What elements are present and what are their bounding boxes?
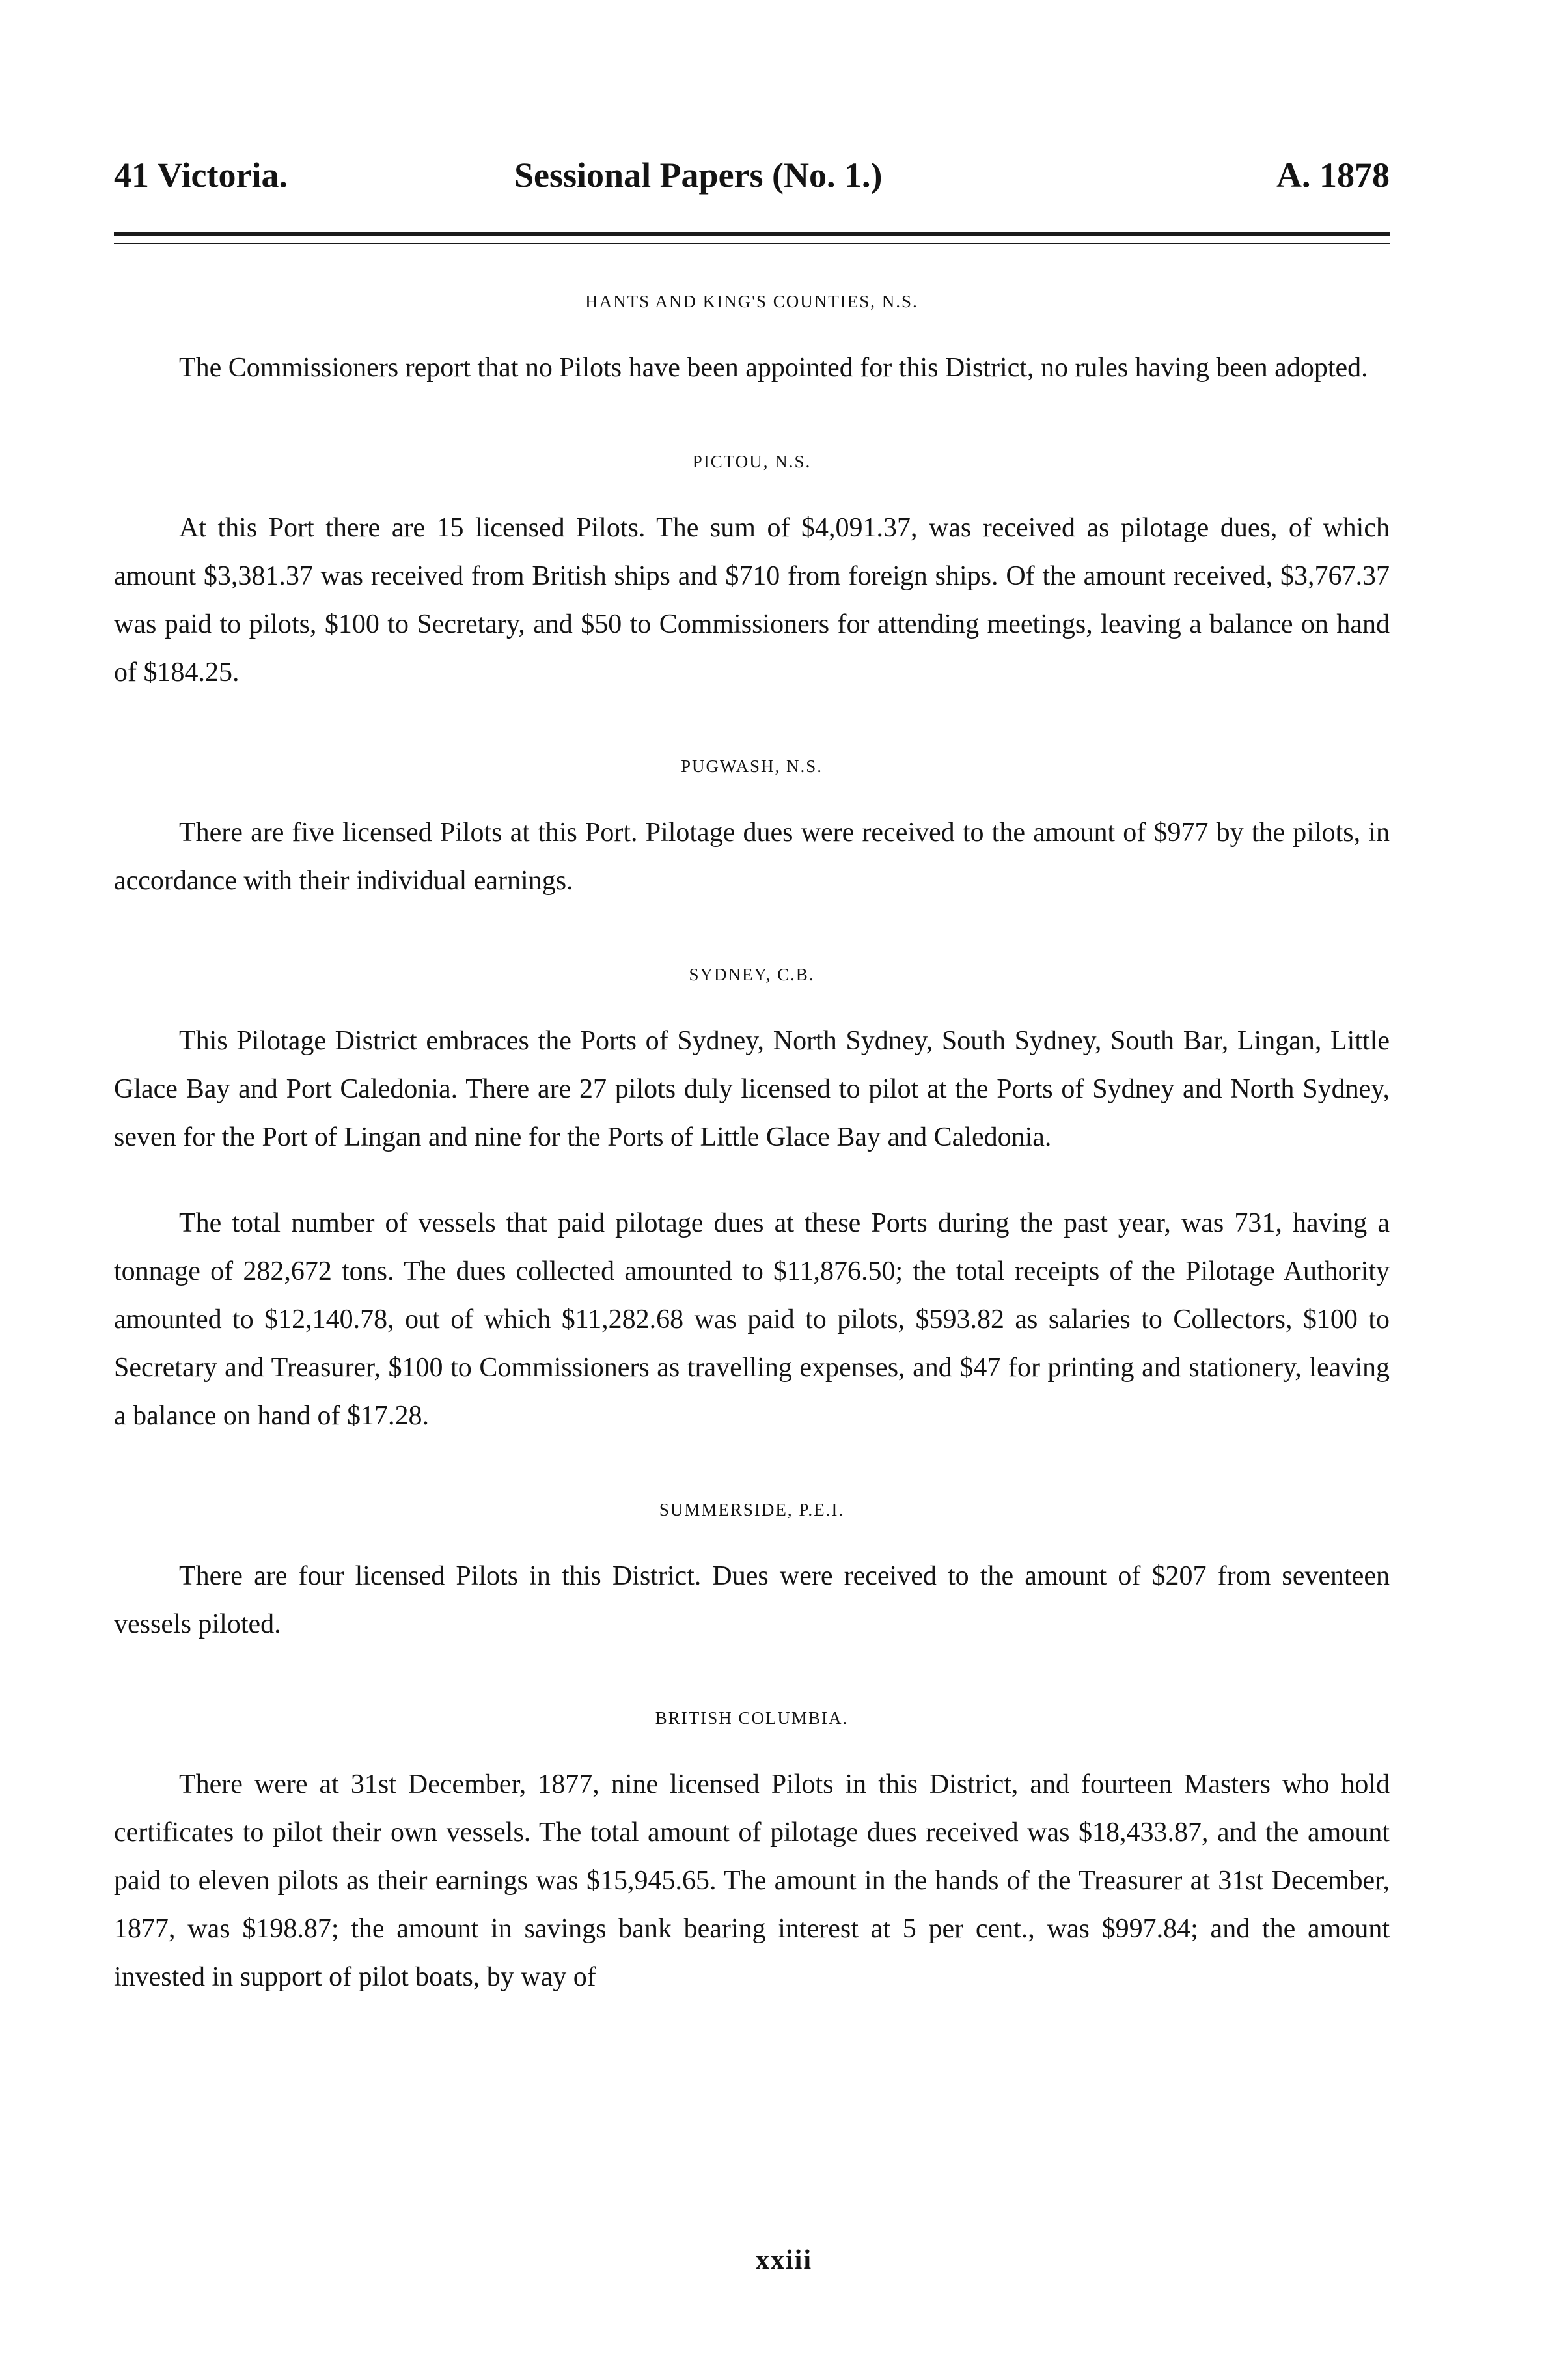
header-rule-thin xyxy=(114,243,1390,244)
section-heading: BRITISH COLUMBIA. xyxy=(655,1708,849,1728)
section-heading: PICTOU, N.S. xyxy=(692,452,812,471)
header-series-title: Sessional Papers (No. 1.) xyxy=(514,156,883,195)
page-number: xxiii xyxy=(755,2245,812,2275)
header-volume: 41 Victoria. xyxy=(114,156,288,195)
section-heading: HANTS AND KING'S COUNTIES, N.S. xyxy=(585,292,918,311)
section-heading: PUGWASH, N.S. xyxy=(680,756,823,776)
header-rule-thick xyxy=(114,232,1390,236)
paragraph: There were at 31st December, 1877, nine licensed Pilots in this District, and fourteen Masters who hold certificates to pilot their own vessels. The total amount of pilotage dues received was $18,433.87, and the amount paid to eleven pilots as their earnings was $15,945.65. The amount in the hands of the Treasurer at 31st December, 1877, was $198.87; the amount in savings bank bearing interest at 5 per cent., was $997.84; and the amount invested in support of pilot boats, by way of xyxy=(114,1769,1390,1992)
section-hants-kings xyxy=(114,292,1390,392)
paragraph: There are five licensed Pilots at this Port. Pilotage dues were received to the amount of $977 by the pilots, in accordance with their individual earnings. xyxy=(114,818,1390,896)
section-heading: SUMMERSIDE, P.E.I. xyxy=(659,1500,845,1519)
section-sydney xyxy=(114,965,1390,1440)
section-british-columbia xyxy=(114,1708,1390,2001)
page-body xyxy=(114,292,1390,2001)
paragraph: The total number of vessels that paid pilotage dues at these Ports during the past year, was 731, having a tonnage of 282,672 tons. The dues collected amounted to $11,876.50; the total receipts of the Pilotage Authority amounted to $12,140.78, out of which $11,282.68 was paid to pilots, $593.82 as salaries to Collectors, $100 to Secretary and Treasurer, $100 to Commissioners as travelling expenses, and $47 for printing and stationery, leaving a balance on hand of $17.28. xyxy=(114,1208,1390,1431)
section-summerside xyxy=(114,1500,1390,1648)
header-year: A. 1878 xyxy=(1276,156,1390,195)
running-header xyxy=(114,155,1390,207)
paragraph: At this Port there are 15 licensed Pilots. The sum of $4,091.37, was received as pilotage dues, of which amount $3,381.37 was received from British ships and $710 from foreign ships. Of the amount received, $3,767.37 was paid to pilots, $100 to Secretary, and $50 to Commissioners for attending meetings, leaving a balance on hand of $184.25. xyxy=(114,513,1390,687)
section-pictou xyxy=(114,452,1390,697)
section-pugwash xyxy=(114,756,1390,905)
paragraph: There are four licensed Pilots in this District. Dues were received to the amount of $207 from seventeen vessels piloted. xyxy=(114,1561,1390,1639)
paragraph: The Commissioners report that no Pilots have been appointed for this District, no rules having been adopted. xyxy=(179,353,1368,383)
section-heading: SYDNEY, C.B. xyxy=(689,965,815,984)
paragraph: This Pilotage District embraces the Ports of Sydney, North Sydney, South Sydney, South Bar, Lingan, Little Glace Bay and Port Caledonia. There are 27 pilots duly licensed to pilot at the Ports of Sydney and North Sydney, seven for the Port of Lingan and nine for the Ports of Little Glace Bay and Caledonia. xyxy=(114,1026,1390,1152)
